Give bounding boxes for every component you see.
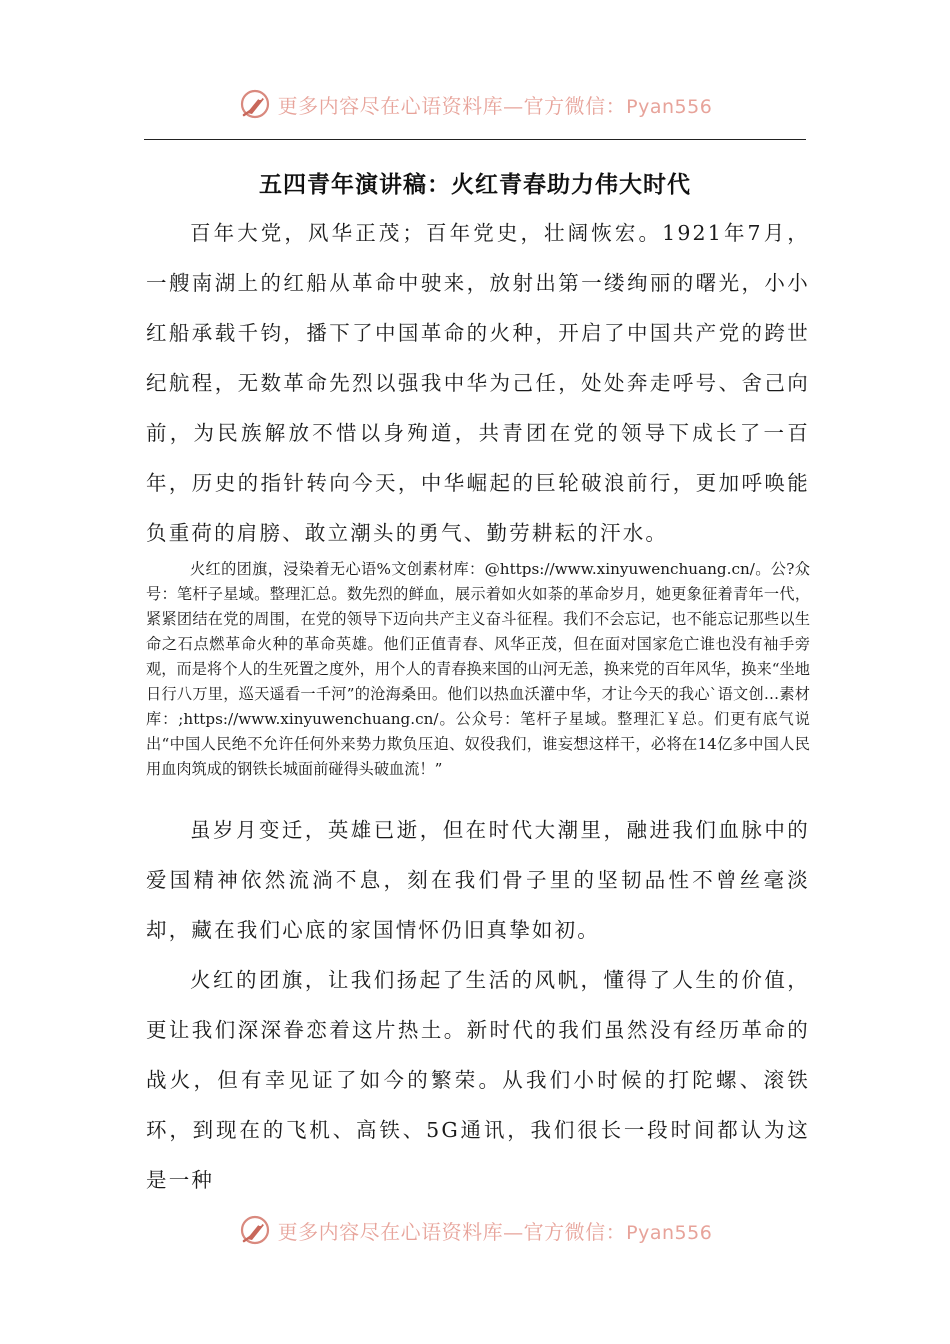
document-title: 五四青年演讲稿：火红青春助力伟大时代 <box>259 172 691 198</box>
paragraph-2: 火红的团旗，浸染着无心语%文创素材库：@https://www.xinyuwenchuang.cn/。公?众号：笔杆子星域。整理汇总。数先烈的鲜血，展示着如火如荼的革命岁月，她更象征着青年一代，紧紧团结在党的周围，在党的领导下迈向共产主义奋斗征程。我们不会忘记，也不能忘记那些以生命之石点燃革命火种的革命英雄。他们正值青春、风华正茂，但在面对国家危亡谁也没有袖手旁观，而是将个人的生死置之度外，用个人的青春换来国的山河无恙，换来党的百年风华，换来“坐地日行八万里，巡天遥看一千河”的沧海桑田。他们以热血沃灌中华，才让今天的我心`语文创…素材库：;https://www.xinyuwenchuang.cn/。公众号：笔杆子星域。整理汇￥总。们更有底气说出“中国人民绝不允许任何外来势力欺负压迫、奴役我们，谁妄想这样干，必将在14亿多中国人民用血肉筑成的钢铁长城面前碰得头破血流！” <box>146 560 810 778</box>
pen-nib-circle-icon <box>238 1213 272 1247</box>
footer-banner-text: 更多内容尽在心语资料库—官方微信：Pyan556 <box>277 1219 713 1244</box>
footer-banner-handle: Pyan556 <box>626 1221 713 1244</box>
header-divider <box>144 139 806 140</box>
paragraph-3: 虽岁月变迁，英雄已逝，但在时代大潮里，融进我们血脉中的爱国精神依然流淌不息，刻在我们骨子里的坚韧品性不曾丝毫淡却，藏在我们心底的家国情怀仍旧真挚如初。 <box>146 818 810 942</box>
header-banner <box>0 84 950 124</box>
pen-nib-circle-icon <box>238 87 272 121</box>
banner-handle: Pyan556 <box>626 95 713 118</box>
paragraph-1: 百年大党，风华正茂；百年党史，壮阔恢宏。1921年7月，一艘南湖上的红船从革命中驶来，放射出第一缕绚丽的曙光，小小红船承载千钧，播下了中国革命的火种，开启了中国共产党的跨世纪航程，无数革命先烈以强我中华为己任，处处奔走呼号、舍己向前，为民族解放不惜以身殉道，共青团在党的领导下成长了一百年，历史的指针转向今天，中华崛起的巨轮破浪前行，更加呼唤能负重荷的肩膀、敢立潮头的勇气、勤劳耕耘的汗水。 <box>146 221 810 545</box>
paragraph-4: 火红的团旗，让我们扬起了生活的风帆，懂得了人生的价值，更让我们深深眷恋着这片热土。新时代的我们虽然没有经历革命的战火，但有幸见证了如今的繁荣。从我们小时候的打陀螺、滚铁环，到现在的飞机、高铁、5G通讯，我们很长一段时间都认为这是一种 <box>146 968 810 1192</box>
footer-banner <box>0 1210 950 1250</box>
banner-text: 更多内容尽在心语资料库—官方微信：Pyan556 <box>277 93 713 118</box>
